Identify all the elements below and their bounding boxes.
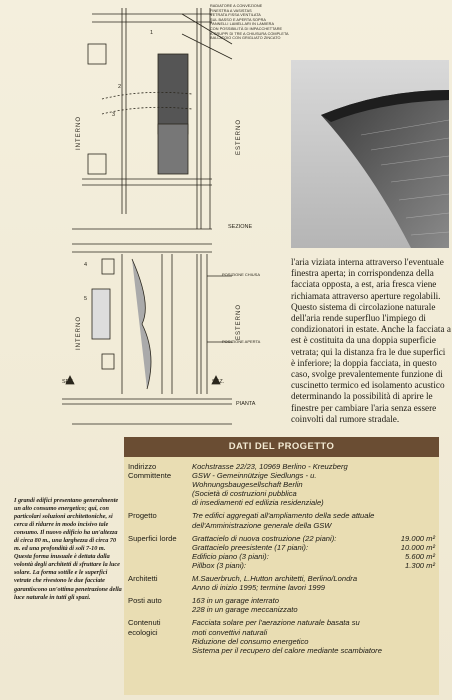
esterno-label-top: ESTERNO bbox=[236, 118, 242, 155]
value-posti-auto bbox=[192, 596, 439, 614]
value-committente bbox=[192, 471, 439, 507]
project-data-title: DATI DEL PROGETTO bbox=[124, 437, 439, 457]
committente-line: Wohnungsbaugesellschaft Berlin bbox=[192, 480, 303, 490]
article-caption: I grandi edifici presentano generalmente un alto consumo energetico; qui, con particolari soluzioni architettoniche, si cerca di ridurre in modo incisivo tale consumo. Il nuovo edificio ha un'altezza di circa 80 m., una larghezza di circa 70 m. ed una profondità di soli 7-10 m. Questa forma inusuale è dettata dalla volontà degli architetti di sfruttare la luce solare. La forma sottile e le superfici vetrate che rivestono le due facciate garantiscono un'ottima penetrazione della luce naturale in tutti gli spazi. bbox=[14, 497, 122, 601]
progetto-line: Tre edifici aggregati all'ampliamento della sede attuale bbox=[192, 511, 375, 521]
superficie-line bbox=[192, 552, 435, 561]
contenuti-line: moti convettivi naturali bbox=[192, 627, 268, 637]
row-posti-auto bbox=[124, 596, 439, 614]
superficie-value: 1.300 m² bbox=[405, 560, 435, 570]
row-superfici bbox=[124, 534, 439, 570]
label-progetto: Progetto bbox=[128, 511, 157, 521]
project-data-body bbox=[124, 457, 439, 655]
contenuti-line: Facciata solare per l'aerazione naturale basata su bbox=[192, 618, 360, 628]
interno-label-bottom: INTERNO bbox=[76, 316, 82, 350]
value-indirizzo: Kochstrasse 22/23, 10969 Berlino - Kreuzberg bbox=[192, 462, 348, 471]
row-contenuti-ecologici bbox=[124, 618, 439, 654]
legend-item: RADIATORE A CONVEZIONE bbox=[210, 4, 263, 8]
label-contenuti-ecologici: Contenuti ecologici bbox=[128, 618, 161, 637]
drawing-legend bbox=[210, 4, 290, 41]
legend-item: SUL BASSO E APERTA SOPRA bbox=[210, 17, 266, 22]
superficie-value: 5.600 m² bbox=[405, 551, 435, 561]
superficie-line bbox=[192, 561, 435, 570]
sez-label-left: SEZ. bbox=[62, 379, 75, 385]
callout-number: 5 bbox=[84, 296, 88, 302]
progetto-line: dell'Amministrazione generale della GSW bbox=[192, 520, 332, 530]
legend-item: PANNELLI LAMELLARI IN LAMIERA bbox=[210, 22, 275, 27]
legend-item: VETRATA FISSA VENTILATA bbox=[210, 13, 261, 18]
project-data-box bbox=[124, 437, 439, 695]
facade-drawing-svg bbox=[62, 4, 284, 456]
superficie-name: Grattacielo preesistente (17 piani): bbox=[192, 542, 309, 552]
callout-number: 2 bbox=[118, 84, 122, 90]
contenuti-line: Sistema per il recupero del calore mediante scambiatore bbox=[192, 645, 382, 655]
row-committente bbox=[124, 471, 439, 507]
architetti-line: Anno di inizio 1995; termine lavori 1999 bbox=[192, 583, 325, 593]
callout-number: 1 bbox=[150, 30, 154, 36]
legend-item: BALLATOIO CON GRIGLIATO ZINCATO bbox=[210, 36, 281, 41]
row-progetto bbox=[124, 511, 439, 529]
value-progetto bbox=[192, 511, 439, 529]
posizione-aperta-label: POSIZIONE APERTA bbox=[222, 339, 261, 344]
pianta-label: PIANTA bbox=[236, 401, 256, 407]
label-architetti: Architetti bbox=[128, 574, 158, 584]
building-photo bbox=[291, 60, 449, 248]
article-body-text: l'aria viziata interna attraverso l'eventuale finestra aperta; in corrispondenza della facciata opposta, a est, aria fresca viene richiamata attraverso aperture regolabili. Questo sistema di circolazione naturale dell'aria rende superfluo l'impiego di condizionatori in estate. Anche la facciata a est è costituita da una doppia superficie vetrata; qui la distanza fra le due superfici è inferiore; la doppia facciata, in questo caso, svolge prevalentemente funzione di cuscinetto termico ed isolamento acustico determinando la possibilità di aprire le finestre per cambiare l'aria senza essere coinvolti dal rumore stradale. bbox=[291, 257, 451, 424]
label-superfici: Superfici lorde bbox=[128, 533, 177, 543]
committente-line: GSW - Gemeinnützige Siedlungs - u. bbox=[192, 471, 317, 481]
posti-line: 163 in un garage interrato bbox=[192, 596, 279, 606]
label-committente: Committente bbox=[128, 471, 172, 481]
superficie-line bbox=[192, 534, 435, 543]
superficie-value: 19.000 m² bbox=[400, 533, 435, 543]
legend-item: CON POSSIBILITÀ DI IMPACCHETTARE bbox=[210, 26, 283, 31]
posizione-chiusa-label: POSIZIONE CHIUSA bbox=[222, 272, 261, 277]
posti-line: 228 in un garage meccanizzato bbox=[192, 605, 298, 615]
legend-item: FINESTRA A VASISTAS bbox=[210, 8, 252, 13]
label-posti-auto: Posti auto bbox=[128, 596, 162, 606]
label-indirizzo: Indirizzo bbox=[128, 462, 157, 471]
value-architetti bbox=[192, 574, 439, 592]
contenuti-line: Riduzione del consumo energetico bbox=[192, 636, 309, 646]
architetti-line: M.Sauerbruch, L.Hutton architetti, Berlino/Londra bbox=[192, 574, 358, 584]
callout-number: 3 bbox=[112, 112, 116, 118]
esterno-label-bottom: ESTERNO bbox=[236, 303, 242, 340]
committente-line: (Società di costruzioni pubblica bbox=[192, 489, 297, 499]
committente-line: di insediamenti ed edilizia residenziale) bbox=[192, 498, 324, 508]
callout-number: 4 bbox=[84, 262, 88, 268]
value-superfici bbox=[192, 534, 439, 570]
legend-item: A GRUPPI DI TRE A CHIUSURA COMPLETA bbox=[210, 31, 289, 36]
interno-label-top: INTERNO bbox=[76, 116, 82, 150]
superficie-name: Edificio piano (3 piani): bbox=[192, 551, 269, 561]
superficie-name: Grattacielo di nuova costruzione (22 piani): bbox=[192, 533, 337, 543]
sezione-label: SEZIONE bbox=[228, 224, 253, 230]
facade-section-drawing bbox=[62, 4, 284, 456]
row-architetti bbox=[124, 574, 439, 592]
superficie-value: 10.000 m² bbox=[400, 542, 435, 552]
row-indirizzo bbox=[124, 462, 439, 471]
value-contenuti-ecologici bbox=[192, 618, 439, 654]
superficie-line bbox=[192, 543, 435, 552]
sez-label-right: SEZ. bbox=[212, 379, 225, 385]
superficie-name: Pillbox (3 piani): bbox=[192, 560, 247, 570]
building-photo-svg bbox=[291, 60, 449, 248]
